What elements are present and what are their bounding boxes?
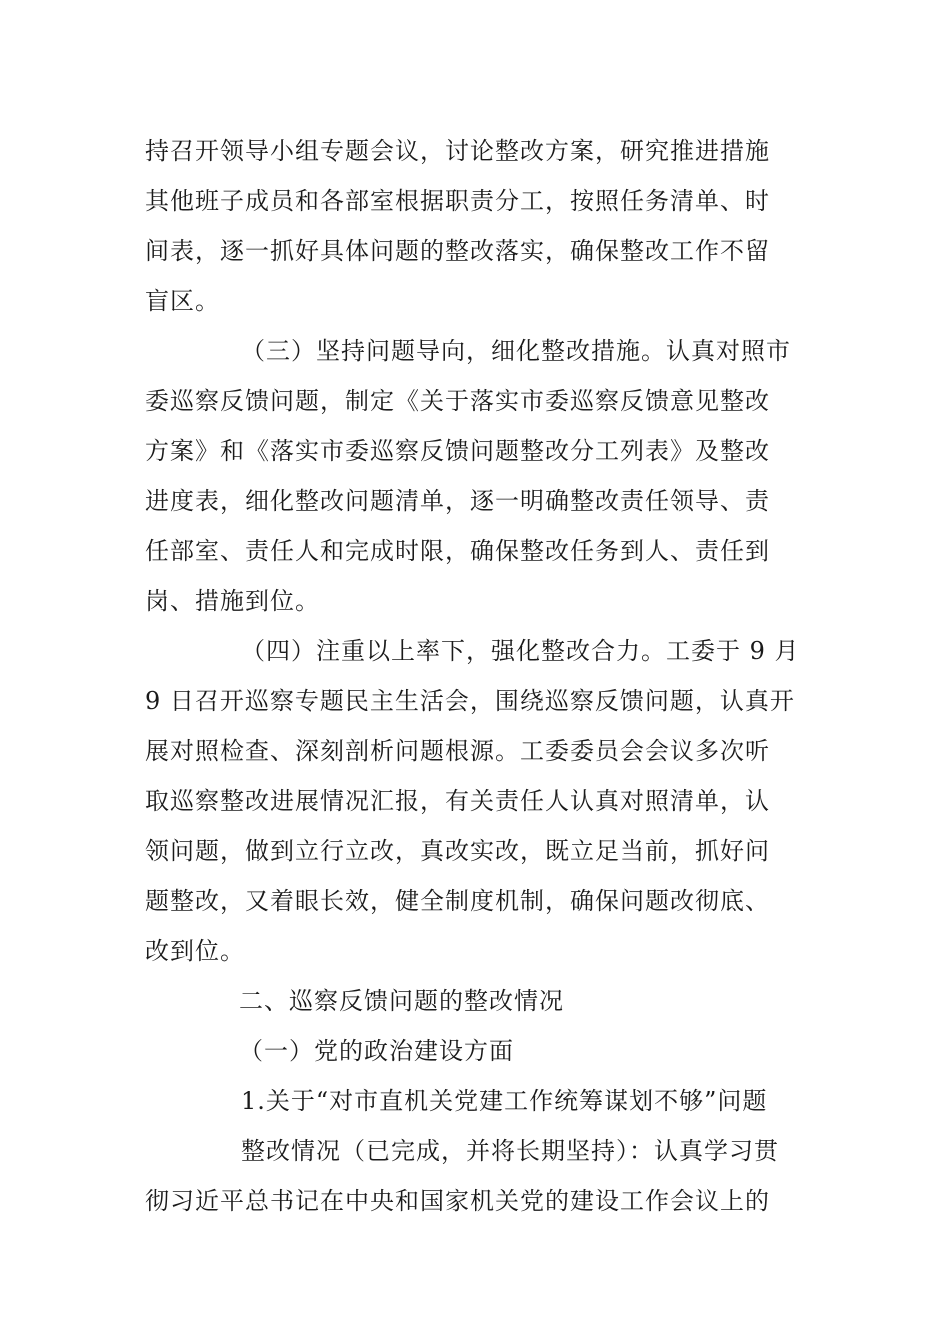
body-line-15: 领问题，做到立行立改，真改实改，既立足当前，抓好问 [145,837,770,865]
rectification-status-line: 整改情况（已完成，并将长期坚持）：认真学习贯 [241,1137,779,1165]
body-line-17: 改到位。 [145,937,245,965]
body-line-1: 持召开领导小组专题会议，讨论整改方案，研究推进措施 [145,137,770,165]
body-line-4: 盲区。 [145,287,220,315]
body-line-7: 方案》和《落实市委巡察反馈问题整改分工列表》及整改 [145,437,770,465]
body-line-12: 9 日召开巡察专题民主生活会，围绕巡察反馈问题，认真开 [145,687,795,715]
issue-one-title: 1.关于“对市直机关党建工作统筹谋划不够”问题 [241,1087,768,1115]
paragraph-four-heading: （四）注重以上率下，强化整改合力。工委于 9 月 [241,637,800,665]
body-line-22: 彻习近平总书记在中央和国家机关党的建设工作会议上的 [145,1187,770,1215]
body-line-10: 岗、措施到位。 [145,587,320,615]
body-line-2: 其他班子成员和各部室根据职责分工，按照任务清单、时 [145,187,770,215]
subsection-one-heading: （一）党的政治建设方面 [239,1037,514,1065]
body-line-16: 题整改，又着眼长效，健全制度机制，确保问题改彻底、 [145,887,770,915]
body-line-14: 取巡察整改进展情况汇报，有关责任人认真对照清单，认 [145,787,770,815]
section-two-heading: 二、巡察反馈问题的整改情况 [239,987,564,1015]
paragraph-three-heading: （三）坚持问题导向，细化整改措施。认真对照市 [241,337,791,365]
body-line-6: 委巡察反馈问题，制定《关于落实市委巡察反馈意见整改 [145,387,770,415]
body-line-9: 任部室、责任人和完成时限，确保整改任务到人、责任到 [145,537,770,565]
body-line-13: 展对照检查、深刻剖析问题根源。工委委员会会议多次听 [145,737,770,765]
body-line-3: 间表，逐一抓好具体问题的整改落实，确保整改工作不留 [145,237,770,265]
body-line-8: 进度表，细化整改问题清单，逐一明确整改责任领导、责 [145,487,770,515]
document-body [145,126,810,1226]
